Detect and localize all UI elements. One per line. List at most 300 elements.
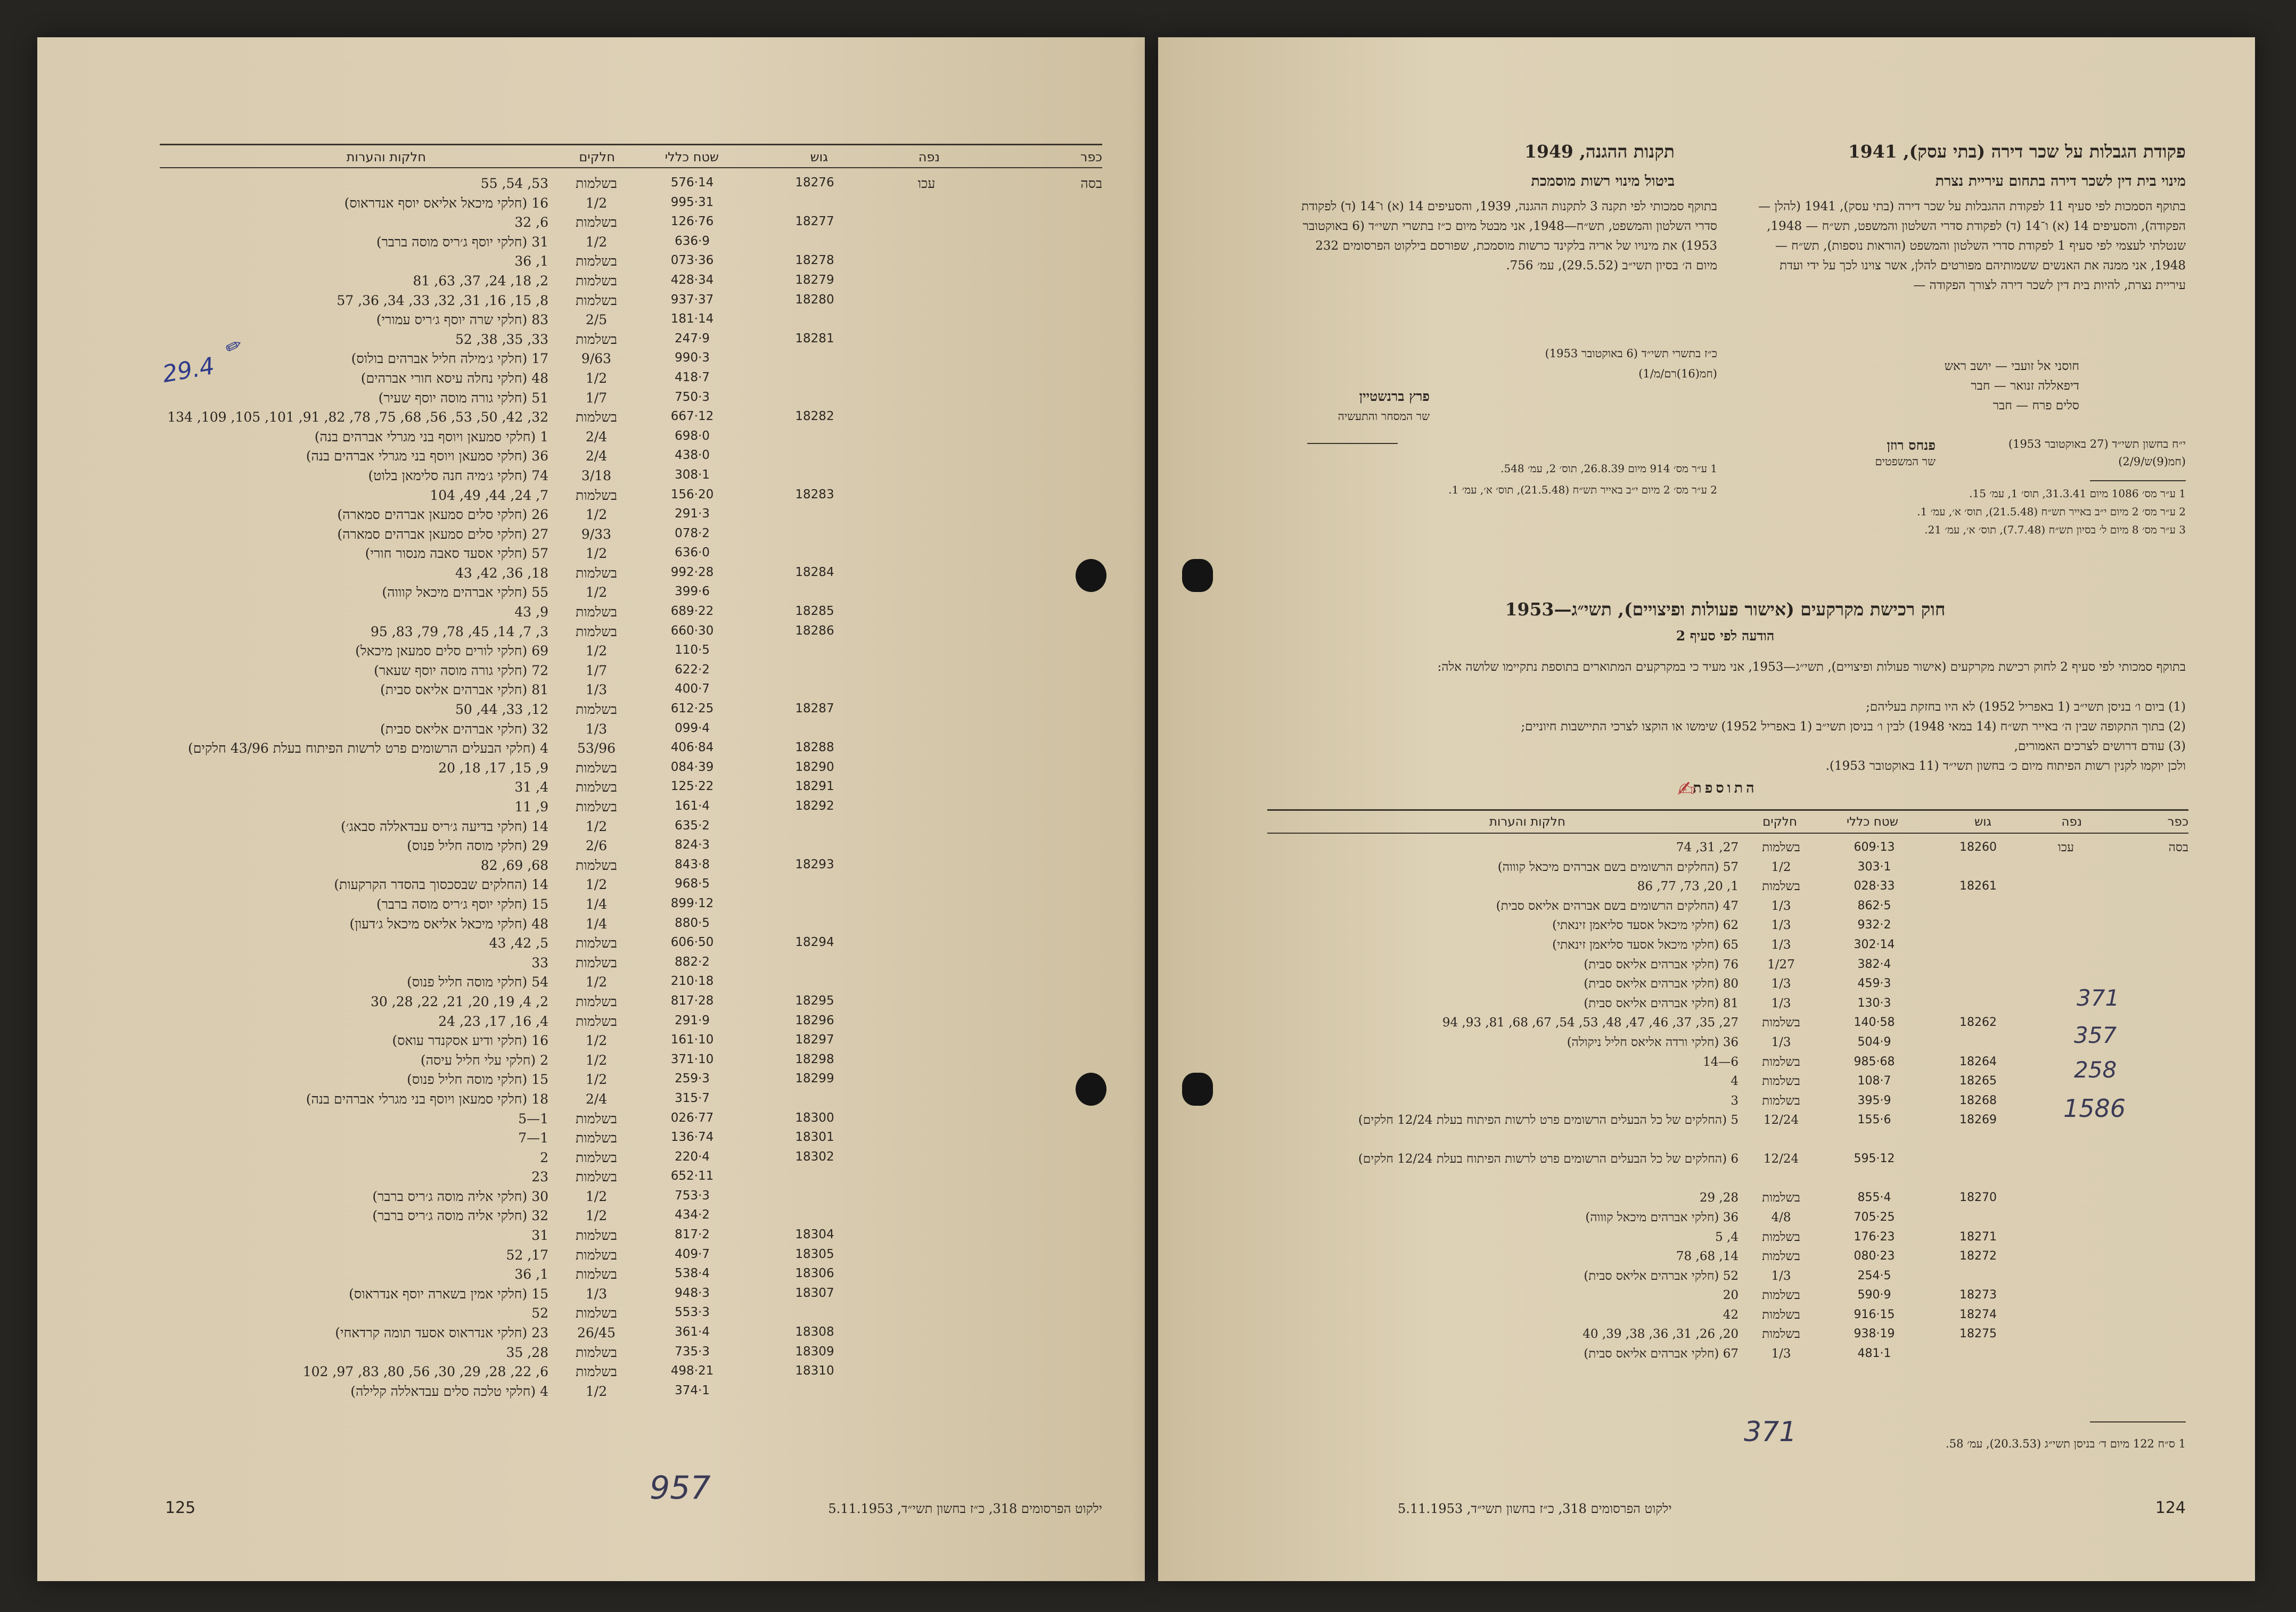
table-row	[1267, 916, 2188, 936]
cell-area: 84·406	[670, 741, 714, 755]
cell-notes: 55 (חלקי אברהים מיכאל קוווה)	[382, 585, 548, 601]
cell-parts: 1/3	[585, 721, 608, 737]
cell-notes: 6—14	[1703, 1055, 1739, 1069]
cell-parts: 1/3	[1771, 1347, 1791, 1361]
cell-notes: 52 (חלקי אברהים אליאס סבית)	[1584, 1269, 1739, 1283]
cell-notes: 9, 15, 17, 18, 20	[438, 760, 548, 776]
cell-area: 50·606	[670, 935, 714, 950]
table-row	[160, 738, 1102, 758]
cell-parts: בשלמות	[1762, 879, 1800, 894]
cell-notes: 14 (חלקי בדיעה ג׳ריס עבדאללה סבאג׳)	[340, 818, 548, 834]
cell-parts: בשלמות	[576, 409, 617, 425]
cell-parts: 1/7	[585, 662, 608, 678]
cell-gush: 18291	[795, 779, 834, 794]
cell-notes: 4	[1731, 1074, 1739, 1089]
cell-gush: 18290	[795, 760, 834, 774]
cell-notes: 68, 69, 82	[480, 857, 548, 873]
cell-village: בסה	[1080, 176, 1102, 191]
col-gush: גוש	[810, 150, 828, 165]
table-row	[160, 212, 1102, 232]
left-table-header	[160, 144, 1102, 168]
cell-area: 0·438	[675, 448, 710, 463]
cell-area: 5·862	[1857, 899, 1891, 912]
cell-area: 9·590	[1857, 1288, 1891, 1302]
cell-nafa: עכו	[2057, 841, 2074, 854]
table-row	[160, 446, 1102, 466]
cell-parts: 1/2	[585, 877, 608, 893]
cell-area: 10·161	[670, 1033, 714, 1047]
cell-area: 1·308	[675, 467, 710, 482]
cell-notes: 9, 43	[514, 604, 548, 620]
cell-notes: 6, 32	[514, 215, 548, 231]
cell-parts: בשלמות	[576, 1149, 617, 1165]
table-row	[160, 582, 1102, 602]
cell-area: 7·315	[675, 1091, 710, 1105]
cell-area: 4·220	[675, 1149, 710, 1164]
cell-gush: 18307	[795, 1286, 834, 1300]
cell-area: 3·553	[675, 1305, 710, 1320]
table-row	[160, 349, 1102, 368]
cell-gush: 18308	[795, 1325, 834, 1339]
cell-area: 23·176	[1854, 1230, 1895, 1244]
cell-parts: בשלמות	[576, 1247, 617, 1263]
cell-notes: 74 (חלקי ג׳מיה חנה סלימאן בלוט)	[368, 467, 548, 483]
cell-gush: 18300	[795, 1111, 834, 1125]
cell-parts: בשלמות	[576, 215, 617, 231]
cell-gush: 18286	[795, 623, 834, 638]
cell-area: 8·843	[675, 857, 710, 871]
cell-area: 77·026	[670, 1111, 714, 1125]
cell-notes: 32 (חלקי אליה מוסה ג׳ריס ברבר)	[372, 1208, 548, 1224]
cell-parts: בשלמות	[576, 1305, 617, 1321]
handwritten-number: 258	[2074, 1057, 2117, 1083]
table-row	[160, 992, 1102, 1011]
cell-area: 68·985	[1854, 1055, 1895, 1068]
notice-body: בתוקף הסמכות לפי סעיף 11 לפקודת ההגבלות על שכר דירה (בתי עסק), 1941 (להלן — הפקודה), והסעיפים 14 (א) ו־14 (ד) לפקודת סדרי השלטון והמשפט, תש״ח — 1948, שנטלתי לעצמי לפי סעיף 1 לפקודת סדרי השלטון והמשפט (הוראות נוספות), תש״ח — 1948, אני ממנה את האנשים ששמותיהם מפורטים להלן, אשר צוינו לכך על ידי ועדת עיריית נצרת, להיות בית דין לשכר דירה לצורך הפקודה —	[1758, 200, 2186, 292]
col-parts: חלקים	[579, 150, 615, 165]
footnotes: 1 ע״ר מס׳ 1086 מיום 31.3.41, תוס׳ 1, עמ׳ 15. 2 ע״ר מס׳ 2 מיום י״ב באייר תש״ח (21.5.48), תוס׳ א׳, עמ׳ 1. 3 ע״ר מס׳ 8 מיום ל׳ בסיון תש״ח (7.7.48), תוס׳ א׳, עמ׳ 21.	[1917, 487, 2186, 536]
cell-gush: 18287	[795, 702, 834, 716]
cell-notes: 27 (חלקי סלים סמעאן אברהים סמארה)	[337, 526, 548, 542]
cell-parts: בשלמות	[576, 487, 617, 503]
cell-area: 12·667	[670, 409, 714, 424]
cell-parts: 2/6	[585, 838, 608, 854]
cell-notes: 69 (חלקי לורים סלים סמעאן מיכאל)	[355, 643, 548, 659]
regulation-date: כ״ז בתשרי תשי״ד (6 באוקטובר 1953)	[1545, 347, 1717, 360]
cell-area: 1·481	[1857, 1347, 1891, 1361]
table-row	[160, 641, 1102, 661]
cell-notes: 4 (חלקי טלכה סלים עבדאללה קלילה)	[350, 1383, 548, 1399]
cell-gush: 18284	[795, 565, 834, 579]
cell-notes: 30 (חלקי אליה מוסה ג׳ריס ברבר)	[372, 1188, 548, 1204]
table-row	[160, 777, 1102, 797]
table-row	[160, 602, 1102, 622]
cell-area: 0·698	[675, 429, 710, 443]
table-row	[160, 719, 1102, 739]
cell-gush: 18276	[795, 176, 834, 190]
col-area: שטח כללי	[1847, 815, 1898, 829]
table-row	[160, 466, 1102, 486]
table-row	[160, 1167, 1102, 1187]
cell-parts: בשלמות	[1762, 1230, 1800, 1244]
cell-notes: 6, 22, 28, 29, 30, 56, 80, 83, 97, 102	[302, 1364, 548, 1380]
cell-area: 3·750	[675, 390, 710, 404]
table-row	[160, 1284, 1102, 1304]
cell-area: 22·689	[670, 604, 714, 619]
handwritten-number: 371	[1744, 1416, 1797, 1448]
cell-area: 2·635	[675, 818, 710, 833]
cell-notes: 14, 68, 78	[1676, 1249, 1739, 1264]
table-row	[160, 544, 1102, 563]
cell-area: 0·636	[675, 546, 710, 560]
cell-parts: 1/2	[585, 818, 608, 834]
table-row	[1267, 1325, 2188, 1345]
cell-parts: 1/3	[1771, 899, 1791, 913]
cell-notes: 3, 7, 14, 45, 78, 79, 83, 95	[370, 623, 548, 639]
table-row	[160, 1343, 1102, 1362]
cell-area: 7·400	[675, 682, 710, 696]
cell-parts: בשלמות	[576, 565, 617, 581]
table-row	[160, 1381, 1102, 1401]
col-parts: חלקים	[1762, 815, 1797, 829]
table-row	[160, 174, 1102, 193]
footnotes: 1 ע״ר מס׳ 914 מיום 26.8.39, תוס׳ 2, עמ׳ 548. 2 ע״ר מס׳ 2 מיום י״ב באייר תש״ח (21.5.48), תוס׳ א׳, עמ׳ 1.	[1448, 462, 1717, 496]
cell-notes: 1, 36	[514, 253, 548, 269]
cell-notes: 1—5	[518, 1111, 548, 1126]
cell-notes: 31	[531, 1228, 548, 1244]
col-area: שטח כללי	[665, 150, 719, 165]
table-row	[160, 953, 1102, 973]
cell-parts: 1/7	[585, 390, 608, 406]
cell-parts: 9/63	[581, 351, 612, 367]
cell-notes: 57 (חלקי אסעד סאבה מנסור חורי)	[365, 546, 548, 562]
cell-notes: 81 (חלקי אברהים אליאס סבית)	[1584, 996, 1739, 1010]
cell-gush: 18271	[1959, 1230, 1997, 1244]
cell-notes: 5 (החלקים של כל הבעלים הרשומים פרט לרשות הפיתוח בעלת 12/24 חלקים)	[1358, 1113, 1739, 1128]
table-row	[1267, 1111, 2188, 1150]
table-row	[1267, 975, 2188, 994]
cell-area: 4·161	[675, 799, 710, 813]
handwritten-note: ✎	[221, 335, 248, 358]
cell-notes: 48 (חלקי מיכאל אליאס מיכאל ג׳דעון)	[349, 916, 548, 932]
cell-area: 5·880	[675, 916, 710, 930]
punch-hole	[1182, 559, 1213, 592]
cell-parts: בשלמות	[576, 604, 617, 620]
cell-notes: 27, 35, 37, 46, 47, 48, 53, 54, 67, 68, 81, 93, 94	[1442, 1016, 1739, 1030]
cell-notes: 20, 26, 31, 36, 38, 39, 40	[1582, 1327, 1739, 1342]
cell-parts: בשלמות	[1762, 1074, 1800, 1089]
table-row	[160, 1011, 1102, 1031]
cell-gush: 18302	[795, 1149, 834, 1164]
cell-area: 58·140	[1854, 1016, 1895, 1030]
cell-notes: 8, 15, 16, 31, 32, 33, 34, 36, 57	[337, 292, 548, 308]
table-row	[160, 1362, 1102, 1381]
table-row	[160, 1245, 1102, 1265]
cell-notes: 2, 4, 19, 20, 21, 22, 28, 30	[370, 993, 548, 1009]
table-row	[1267, 1267, 2188, 1287]
cell-area: 10·371	[670, 1052, 714, 1066]
cell-gush: 18264	[1959, 1055, 1997, 1068]
cell-area: 3·259	[675, 1072, 710, 1086]
regulation-title: תקנות ההגנה, 1949	[1524, 141, 1675, 162]
cell-parts: 1/3	[585, 1286, 608, 1302]
regulation-subtitle: ביטול מינוי רשות מוסמכת	[1531, 173, 1675, 190]
table-row	[1267, 1247, 2188, 1267]
cell-area: 12·595	[1854, 1152, 1895, 1166]
table-row	[1267, 897, 2188, 917]
divider	[2090, 1421, 2186, 1422]
cell-area: 36·073	[670, 253, 714, 268]
cell-gush: 18261	[1959, 879, 1997, 893]
cell-notes: 32 (חלקי אברהים אליאס סבית)	[380, 721, 548, 737]
cell-parts: 2/4	[585, 448, 608, 464]
cell-area: 15·916	[1854, 1307, 1895, 1321]
cell-gush: 18298	[795, 1052, 834, 1066]
cell-parts: 1/2	[585, 546, 608, 562]
cell-parts: 2/5	[585, 312, 608, 328]
cell-parts: 1/2	[585, 195, 608, 211]
col-notes: חלקות והערות	[346, 150, 426, 165]
table-row	[1267, 1072, 2188, 1092]
cell-notes: 31 (חלקי יוסף ג׳ריס מוסה ברבר)	[376, 234, 548, 250]
cell-parts: בשלמות	[576, 857, 617, 873]
table-row	[1267, 1208, 2188, 1228]
cell-area: 2·932	[1857, 918, 1891, 932]
table-row	[160, 1148, 1102, 1167]
cell-parts: 1/2	[585, 1383, 608, 1399]
cell-area: 9·247	[675, 331, 710, 346]
cell-parts: 1/3	[1771, 996, 1791, 1010]
cell-parts: בשלמות	[576, 1266, 617, 1282]
table-row	[1267, 1228, 2188, 1248]
cell-gush: 18306	[795, 1266, 834, 1281]
tribunal-members: חוסני אל זועבי — יושב ראש דיפאללה זנואר — חבר סלים פרח — חבר	[1944, 359, 2079, 413]
cell-parts: 1/2	[1771, 860, 1791, 874]
table-row	[160, 661, 1102, 680]
cell-notes: 27, 31, 74	[1676, 841, 1739, 854]
cell-parts: בשלמות	[1762, 1191, 1800, 1205]
table-row	[160, 1264, 1102, 1284]
cell-area: 13·609	[1854, 841, 1895, 854]
cell-area: 4·855	[1857, 1191, 1891, 1205]
cell-parts: בשלמות	[576, 955, 617, 971]
cell-parts: בשלמות	[1762, 1327, 1800, 1342]
cell-parts: בשלמות	[1762, 1249, 1800, 1264]
cell-parts: 12/24	[1763, 1113, 1799, 1128]
cell-notes: 4 (חלקי הבעלים הרשומים פרט לרשות הפיתוח בעלת 43/96 חלקים)	[187, 741, 548, 756]
table-row	[1267, 1033, 2188, 1053]
cell-parts: בשלמות	[576, 993, 617, 1009]
cell-area: 2·817	[675, 1228, 710, 1242]
cell-parts: בשלמות	[576, 273, 617, 289]
table-row	[160, 563, 1102, 583]
cell-notes: 15 (חלקי אמין בשארה יוסף אנדראוס)	[349, 1286, 548, 1302]
cell-parts: 1/2	[585, 643, 608, 659]
table-row	[160, 914, 1102, 934]
cell-area: 18·210	[670, 974, 714, 989]
cell-notes: 4, 5	[1715, 1230, 1739, 1244]
cell-gush: 18296	[795, 1013, 834, 1027]
cell-parts: בשלמות	[1762, 1093, 1800, 1108]
cell-gush: 18280	[795, 292, 834, 307]
table-row	[160, 330, 1102, 349]
table-row	[160, 486, 1102, 505]
left-page	[37, 37, 1145, 1581]
cell-parts: 1/2	[585, 1033, 608, 1049]
cell-area: 11·652	[670, 1169, 714, 1183]
notice-ref: (חמ(9)ש/2/9)	[2118, 455, 2186, 468]
right-table-header	[1267, 809, 2188, 834]
cell-parts: 1/2	[585, 234, 608, 250]
cell-notes: 26 (חלקי סלים סמעאן אברהים סמארה)	[337, 507, 548, 523]
table-row	[160, 1323, 1102, 1343]
cell-notes: 4, 31	[514, 779, 548, 795]
cell-parts: 1/2	[585, 1052, 608, 1068]
table-row	[160, 622, 1102, 641]
cell-notes: 57 (החלקים הרשומים בשם אברהים מיכאל קוווה)	[1497, 860, 1739, 874]
cell-parts: 1/2	[585, 1208, 608, 1224]
cell-notes: 20	[1723, 1288, 1739, 1303]
cell-notes: 2	[540, 1149, 548, 1165]
table-row	[160, 1031, 1102, 1050]
cell-parts: בשלמות	[576, 176, 617, 191]
law-items: (1) ביום ו׳ בניסן תשי״ב (1 באפריל 1952) לא היו בחזקת בעליהם; (2) בתוך התקופה שבין ה׳ באייר תש״ח (14 במאי 1948) לבין ו׳ בניסן תשי״ב (1 באפריל 1952) שימשו או הוקצו לצרכי התיישבות חיוניים; (3) עודם דרושים לצרכים האמורים, ולכן יוקמו לקנין רשות הפיתוח מיום כ׳ בחשון תשי״ד (11 באוקטובר 1953).	[1521, 700, 2186, 773]
col-notes: חלקות והערות	[1489, 815, 1565, 829]
cell-area: 9·504	[1857, 1035, 1891, 1049]
cell-gush: 18270	[1959, 1191, 1997, 1205]
divider	[1307, 443, 1398, 444]
cell-parts: בשלמות	[576, 1364, 617, 1380]
cell-area: 14·576	[670, 176, 714, 190]
law-intro: בתוקף סמכותי לפי סעיף 2 לחוק רכישת מקרקעים (אישור פעולות ופיצויים), תשי״ג—1953, אני מעיד כי במקרקעים המתוארים בתוספת נתקיימו שלושה אלה:	[1437, 660, 2186, 674]
cell-notes: 3	[1731, 1093, 1739, 1108]
page-number: 124	[2155, 1499, 2186, 1517]
cell-notes: 51 (חלקי גורה מוסה יוסף שעיר)	[378, 390, 548, 406]
cell-gush: 18279	[795, 273, 834, 287]
cell-parts: בשלמות	[1762, 1055, 1800, 1069]
cell-gush: 18277	[795, 215, 834, 229]
cell-parts: בשלמות	[576, 799, 617, 815]
cell-parts: בשלמות	[1762, 1288, 1800, 1303]
cell-notes: 53, 54, 55	[480, 176, 548, 191]
cell-notes: 62 (חלקי מיכאל אסעד סליאמן זינאתי)	[1552, 918, 1739, 933]
cell-notes: 32, 42, 50, 53, 56, 68, 75, 78, 82, 91, 101, 105, 109, 134	[167, 409, 548, 425]
cell-area: 76·126	[670, 215, 714, 229]
cell-gush: 18294	[795, 935, 834, 950]
cell-parts: 1/27	[1767, 957, 1795, 972]
table-row	[1267, 838, 2188, 858]
cell-gush: 18297	[795, 1033, 834, 1047]
cell-notes: 4, 16, 17, 23, 24	[438, 1013, 548, 1029]
cell-parts: 1/2	[585, 370, 608, 386]
cell-area: 3·130	[1857, 996, 1891, 1010]
cell-area: 34·428	[670, 273, 714, 287]
cell-notes: 54 (חלקי מוסה חליל פנוס)	[407, 974, 548, 990]
signer-title: שר המסחר והתעשיה	[1338, 410, 1430, 423]
cell-area: 14·181	[670, 312, 714, 326]
cell-area: 4·099	[675, 721, 710, 735]
cell-gush: 18305	[795, 1247, 834, 1261]
table-row	[160, 388, 1102, 408]
table-row	[160, 1303, 1102, 1323]
table-row	[160, 1070, 1102, 1089]
cell-area: 22·125	[670, 779, 714, 794]
table-row	[160, 407, 1102, 427]
right-page	[1158, 37, 2255, 1581]
cell-parts: בשלמות	[576, 779, 617, 795]
cell-notes: 83 (חלקי שרה יוסף ג׳ריס עמורי)	[376, 312, 548, 328]
cell-parts: בשלמות	[576, 1344, 617, 1360]
cell-notes: 72 (חלקי גורה מוסה יוסף שעאר)	[374, 662, 548, 678]
cell-notes: 1, 36	[514, 1266, 548, 1282]
cell-notes: 2 (חלקי עלי חליל עיסה)	[420, 1052, 548, 1068]
notice-subtitle: מינוי בית דין לשכר דירה בתחום עיריית נצרת	[1935, 173, 2186, 190]
table-row	[1267, 1345, 2188, 1364]
cell-area: 9·636	[675, 234, 710, 248]
cell-notes: 80 (חלקי אברהים אליאס סבית)	[1584, 977, 1739, 991]
cell-parts: בשלמות	[576, 623, 617, 639]
cell-parts: בשלמות	[1762, 1016, 1800, 1030]
table-row	[160, 1050, 1102, 1070]
cell-notes: 6 (החלקים של כל הבעלים הרשומים פרט לרשות הפיתוח בעלת 12/24 חלקים)	[1358, 1152, 1739, 1166]
table-row	[1267, 877, 2188, 897]
cell-notes: 2, 18, 24, 37, 63, 81	[413, 273, 548, 289]
table-row	[160, 700, 1102, 719]
cell-gush: 18310	[795, 1364, 834, 1378]
cell-area: 5·254	[1857, 1269, 1891, 1282]
cell-area: 30·660	[670, 623, 714, 638]
cell-parts: 1/2	[585, 1072, 608, 1088]
cell-area: 4·382	[1857, 957, 1891, 971]
notice-title: פקודת הגבלות על שכר דירה (בתי עסק), 1941	[1848, 141, 2186, 162]
cell-parts: בשלמות	[576, 702, 617, 718]
law-subtitle: הודעה לפי סעיף 2	[1676, 628, 1775, 644]
table-row	[160, 271, 1102, 291]
cell-gush: 18278	[795, 253, 834, 268]
cell-gush: 18281	[795, 331, 834, 346]
cell-gush: 18273	[1959, 1288, 1997, 1302]
cell-area: 12·899	[670, 896, 714, 910]
page-footer: ילקוט הפרסומים 318, כ״ז בחשון תשי״ד, 5.11.1953	[828, 1501, 1102, 1516]
col-nafa: נפה	[918, 150, 940, 165]
cell-notes: 36 (חלקי ורדה אליאס חליל ניקולה)	[1567, 1035, 1739, 1049]
table-row	[160, 1206, 1102, 1226]
cell-notes: 18, 36, 42, 43	[455, 565, 548, 581]
appendix-title: התוספת	[1693, 780, 1758, 796]
cell-area: 25·612	[670, 702, 714, 716]
handwritten-number: 371	[2077, 985, 2120, 1011]
cell-area: 3·948	[675, 1286, 710, 1300]
cell-area: 28·992	[670, 565, 714, 579]
cell-area: 19·938	[1854, 1327, 1895, 1341]
punch-hole	[1182, 1073, 1213, 1106]
table-row	[160, 972, 1102, 992]
cell-parts: 2/4	[585, 429, 608, 445]
cell-notes: 5, 42, 43	[489, 935, 548, 951]
table-row	[160, 680, 1102, 700]
table-row	[1267, 994, 2188, 1014]
cell-parts: 1/3	[1771, 918, 1791, 933]
cell-area: 3·291	[675, 507, 710, 521]
cell-notes: 7, 24, 44, 49, 104	[430, 487, 548, 503]
cell-parts: 1/3	[1771, 977, 1791, 991]
cell-notes: 28, 29	[1699, 1191, 1739, 1205]
col-village: כפר	[1080, 150, 1102, 165]
cell-notes: 65 (חלקי מיכאל אסעד סליאמן זינאתי)	[1552, 937, 1739, 952]
cell-parts: 1/3	[1771, 1269, 1791, 1283]
cell-notes: 36 (חלקי סמעאן ויוסף בני מגרלי אברהים בנה)	[306, 448, 548, 464]
signer-title: שר המשפטים	[1875, 455, 1936, 468]
